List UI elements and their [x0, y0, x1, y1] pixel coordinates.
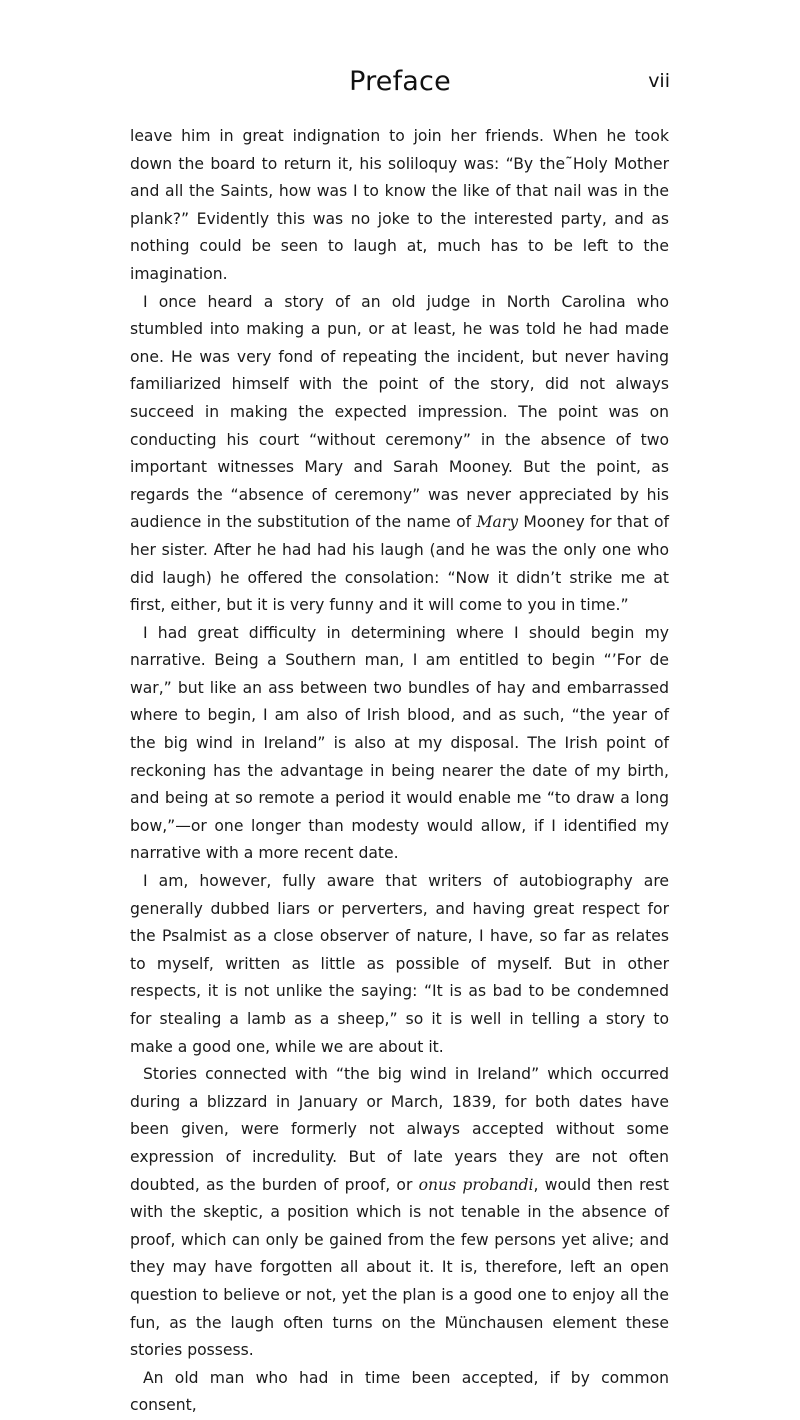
paragraph	[130, 123, 669, 289]
paragraph	[130, 620, 669, 868]
paragraph-text: I had great difficulty in determining where I should begin my narrative. Being a Southern man, I am entitled to begin “’For de war,” but like an ass between two bundles of hay and embarrassed where to begin, I am also of Irish blood, and as such, “the year of the big wind in Ireland” is also at my disposal. The Irish point of reckoning has the advantage in being nearer the date of my birth, and being at so remote a period it would enable me “to draw a long bow,”—or one longer than modesty would allow, if I identified my narrative with a more recent date.	[130, 623, 669, 863]
paragraph-text: I am, however, fully aware that writers of autobiography are generally dubbed liars or perverters, and having great respect for the Psalmist as a close observer of nature, I have, so far as relates to myself, written as little as possible of myself. But in other respects, it is not unlike the saying: “It is as bad to be condemned for stealing a lamb as a sheep,” so it is well in telling a story to make a good one, while we are about it.	[130, 872, 669, 1056]
italic-text: onus probandi	[418, 1175, 534, 1194]
running-header	[0, 66, 800, 106]
paragraph-text: Stories connected with “the big wind in Ireland” which occurred during a blizzard in January or March, 1839, for both dates have been given, were formerly not always accepted without some expression of incredulity. But of late years they are not often doubted, as the burden of proof, or	[130, 1065, 669, 1194]
paragraph-text: , would then rest with the skeptic, a position which is not tenable in the absence of proof, which can only be gained from the few persons yet alive; and they may have forgotten all about it. It is, therefore, left an open question to believe or not, yet the plan is a good one to enjoy all the fun, as the laugh often turns on the Münchausen element these stories possess.	[130, 1175, 669, 1360]
paragraph	[130, 1061, 669, 1365]
italic-text: Mary	[476, 513, 519, 532]
paragraph	[130, 1365, 669, 1420]
body-text	[130, 123, 669, 1420]
paragraph-text: Mooney for that of her sister. After he had had his laugh (and he was the only one who did laugh) he offered the consolation: “Now it didn’t strike me at first, either, but it is very funny and it will come to you in time.”	[130, 513, 669, 615]
paragraph	[130, 289, 669, 620]
paragraph-text: leave him in great indignation to join her friends. When he took down the board to return it, his soliloquy was: “By the˜Holy Mother and all the Saints, how was I to know the like of that nail was in the plank?” Evidently this was no joke to the interested party, and as nothing could be seen to laugh at, much has to be left to the imagination.	[130, 127, 669, 283]
paragraph-text: I once heard a story of an old judge in North Carolina who stumbled into making a pun, or at least, he was told he had made one. He was very fond of repeating the incident, but never having familiarized himself with the point of the story, did not always succeed in making the expected impression. The point was on conducting his court “without ceremony” in the absence of two important witnesses Mary and Sarah Mooney. But the point, as regards the “absence of ceremony” was never appreciated by his audience in the substitution of the name of	[130, 292, 669, 532]
paragraph-text: An old man who had in time been accepted, if by common consent,	[130, 1368, 669, 1415]
page-number: vii	[648, 70, 670, 92]
paragraph	[130, 868, 669, 1061]
page-title: Preface	[349, 66, 451, 97]
